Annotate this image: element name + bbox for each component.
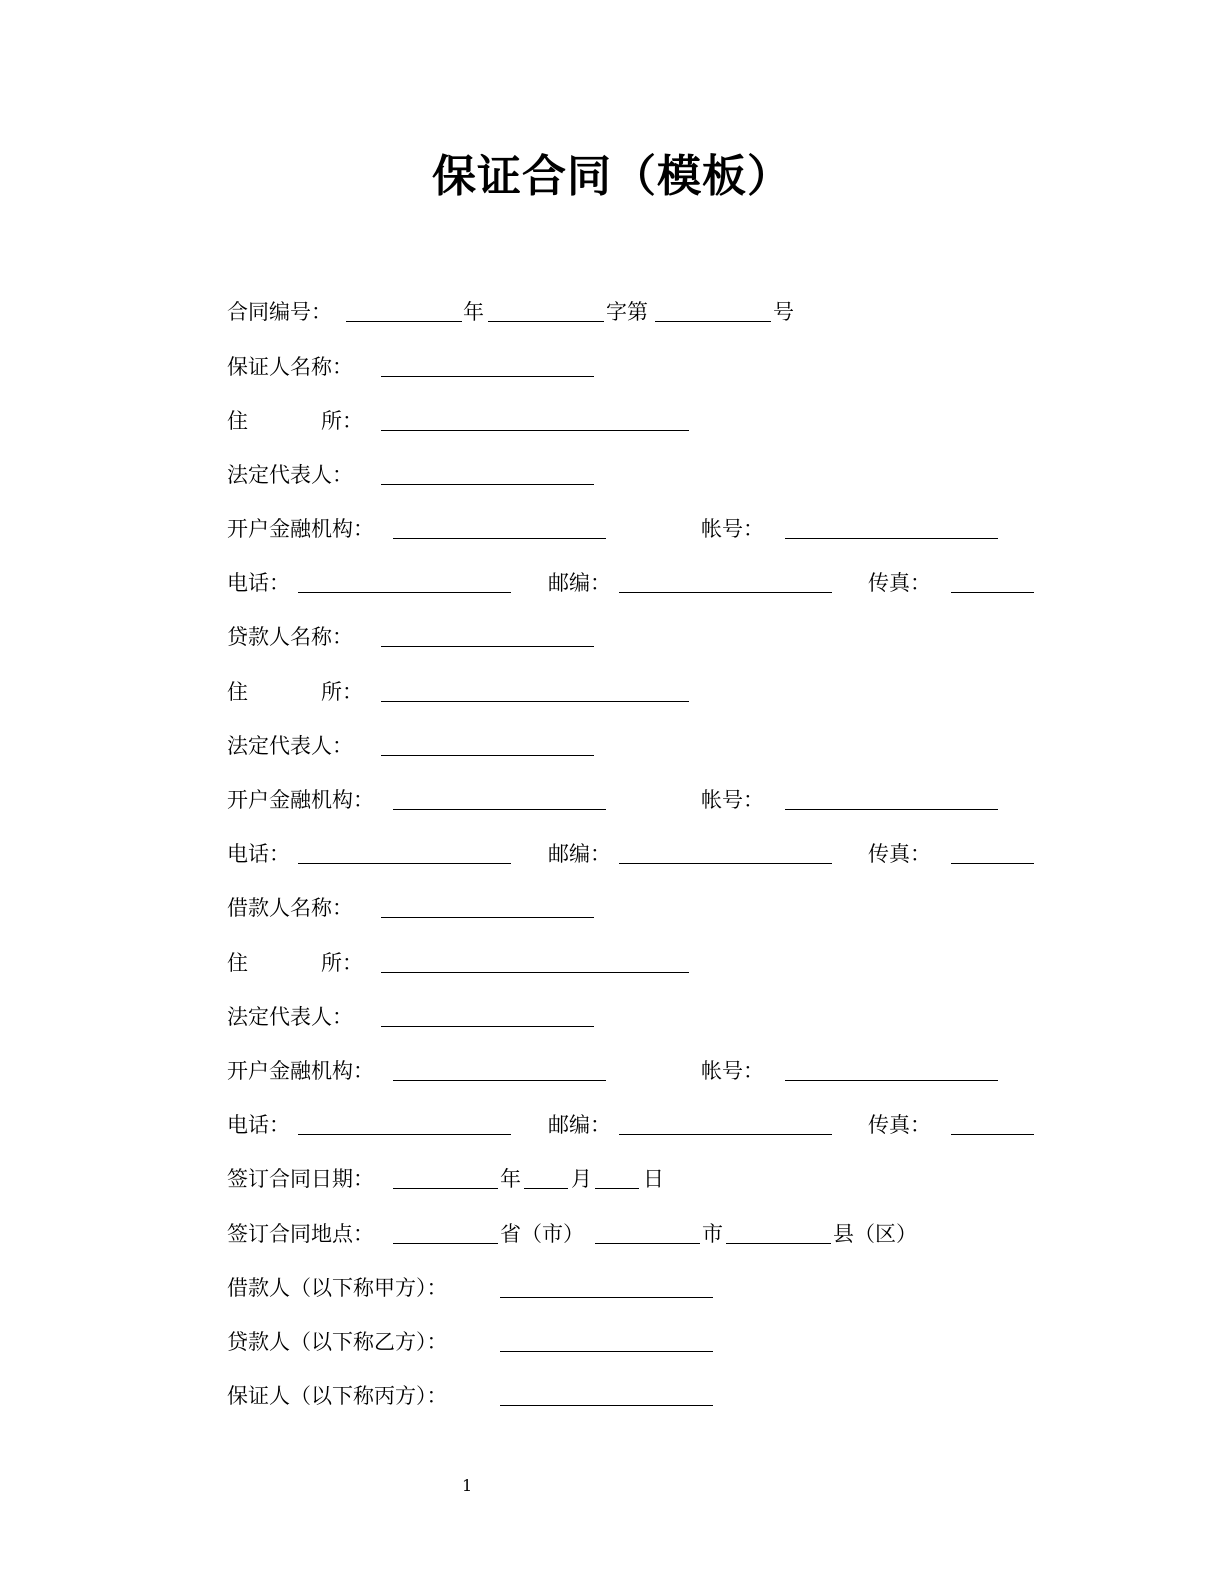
party-b-row	[227, 1327, 1127, 1357]
guarantor-postcode-label: 邮编：	[548, 571, 611, 595]
guarantor-postcode-field[interactable]	[619, 592, 832, 593]
sign-place-county-field[interactable]	[726, 1243, 831, 1244]
contract-number-row	[227, 297, 1127, 327]
sign-month-label: 月	[571, 1167, 592, 1191]
address-label-part2: 所：	[321, 951, 363, 975]
guarantor-bank-row	[227, 514, 1127, 544]
party-c-row	[227, 1381, 1127, 1411]
lender-name-label: 贷款人名称：	[227, 625, 353, 649]
lender-account-field[interactable]	[785, 809, 998, 810]
borrower-address-row	[227, 948, 1127, 978]
borrower-bank-label: 开户金融机构：	[227, 1059, 374, 1083]
lender-fax-label: 传真：	[868, 842, 931, 866]
lender-postcode-field[interactable]	[619, 863, 832, 864]
lender-phone-label: 电话：	[227, 842, 290, 866]
guarantor-phone-field[interactable]	[298, 592, 511, 593]
address-label-part2: 所：	[321, 680, 363, 704]
party-a-field[interactable]	[500, 1297, 713, 1298]
party-c-field[interactable]	[500, 1405, 713, 1406]
hao-label: 号	[773, 300, 794, 324]
party-c-label: 保证人（以下称丙方）：	[227, 1384, 448, 1408]
sign-place-city-field[interactable]	[595, 1243, 700, 1244]
borrower-postcode-label: 邮编：	[548, 1113, 611, 1137]
lender-fax-field[interactable]	[951, 863, 1034, 864]
guarantor-rep-row	[227, 460, 1127, 490]
zi-di-label: 字第	[606, 300, 648, 324]
borrower-postcode-field[interactable]	[619, 1134, 832, 1135]
borrower-rep-field[interactable]	[381, 1026, 594, 1027]
guarantor-phone-label: 电话：	[227, 571, 290, 595]
guarantor-name-row	[227, 352, 1127, 382]
party-b-label: 贷款人（以下称乙方）：	[227, 1330, 448, 1354]
borrower-contact-row	[227, 1110, 1127, 1140]
page-number: 1	[462, 1476, 473, 1495]
guarantor-fax-field[interactable]	[951, 592, 1034, 593]
borrower-phone-field[interactable]	[298, 1134, 511, 1135]
borrower-fax-field[interactable]	[951, 1134, 1034, 1135]
city-label: 市	[702, 1222, 723, 1246]
lender-postcode-label: 邮编：	[548, 842, 611, 866]
province-label: 省（市）	[500, 1222, 584, 1246]
guarantor-address-row	[227, 406, 1127, 436]
borrower-account-field[interactable]	[785, 1080, 998, 1081]
lender-rep-label: 法定代表人：	[227, 734, 353, 758]
guarantor-fax-label: 传真：	[868, 571, 931, 595]
borrower-name-label: 借款人名称：	[227, 896, 353, 920]
lender-rep-row	[227, 731, 1127, 761]
borrower-phone-label: 电话：	[227, 1113, 290, 1137]
lender-address-field[interactable]	[381, 701, 689, 702]
borrower-fax-label: 传真：	[868, 1113, 931, 1137]
lender-phone-field[interactable]	[298, 863, 511, 864]
lender-account-label: 帐号：	[701, 788, 764, 812]
contract-number-zi-field[interactable]	[488, 321, 604, 322]
sign-place-province-field[interactable]	[393, 1243, 498, 1244]
party-b-field[interactable]	[500, 1351, 713, 1352]
lender-contact-row	[227, 839, 1127, 869]
year-label: 年	[463, 300, 484, 324]
address-label-part1: 住	[227, 951, 248, 975]
borrower-name-field[interactable]	[381, 917, 594, 918]
borrower-rep-row	[227, 1002, 1127, 1032]
borrower-bank-field[interactable]	[393, 1080, 606, 1081]
party-a-label: 借款人（以下称甲方）：	[227, 1276, 448, 1300]
guarantor-bank-label: 开户金融机构：	[227, 517, 374, 541]
sign-date-month-field[interactable]	[524, 1188, 568, 1189]
lender-bank-row	[227, 785, 1127, 815]
guarantor-rep-label: 法定代表人：	[227, 463, 353, 487]
sign-date-day-field[interactable]	[595, 1188, 639, 1189]
guarantor-account-label: 帐号：	[701, 517, 764, 541]
lender-address-row	[227, 677, 1127, 707]
guarantor-name-field[interactable]	[381, 376, 594, 377]
borrower-bank-row	[227, 1056, 1127, 1086]
guarantor-name-label: 保证人名称：	[227, 355, 353, 379]
sign-day-label: 日	[643, 1167, 664, 1191]
party-a-row	[227, 1273, 1127, 1303]
sign-place-label: 签订合同地点：	[227, 1222, 374, 1246]
lender-name-row	[227, 622, 1127, 652]
sign-date-year-field[interactable]	[393, 1188, 498, 1189]
contract-number-no-field[interactable]	[655, 321, 771, 322]
address-label-part1: 住	[227, 409, 248, 433]
guarantor-account-field[interactable]	[785, 538, 998, 539]
guarantor-address-field[interactable]	[381, 430, 689, 431]
contract-number-label: 合同编号：	[227, 300, 332, 324]
lender-bank-field[interactable]	[393, 809, 606, 810]
sign-date-label: 签订合同日期：	[227, 1167, 374, 1191]
guarantor-rep-field[interactable]	[381, 484, 594, 485]
lender-rep-field[interactable]	[381, 755, 594, 756]
document-title: 保证合同（模板）	[432, 151, 792, 202]
borrower-rep-label: 法定代表人：	[227, 1005, 353, 1029]
guarantor-contact-row	[227, 568, 1127, 598]
sign-year-label: 年	[500, 1167, 521, 1191]
county-label: 县（区）	[833, 1222, 917, 1246]
sign-place-row	[227, 1219, 1127, 1249]
borrower-name-row	[227, 893, 1127, 923]
borrower-address-field[interactable]	[381, 972, 689, 973]
contract-number-year-field[interactable]	[346, 321, 462, 322]
address-label-part2: 所：	[321, 409, 363, 433]
lender-bank-label: 开户金融机构：	[227, 788, 374, 812]
guarantor-bank-field[interactable]	[393, 538, 606, 539]
lender-name-field[interactable]	[381, 646, 594, 647]
borrower-account-label: 帐号：	[701, 1059, 764, 1083]
address-label-part1: 住	[227, 680, 248, 704]
sign-date-row	[227, 1164, 1127, 1194]
